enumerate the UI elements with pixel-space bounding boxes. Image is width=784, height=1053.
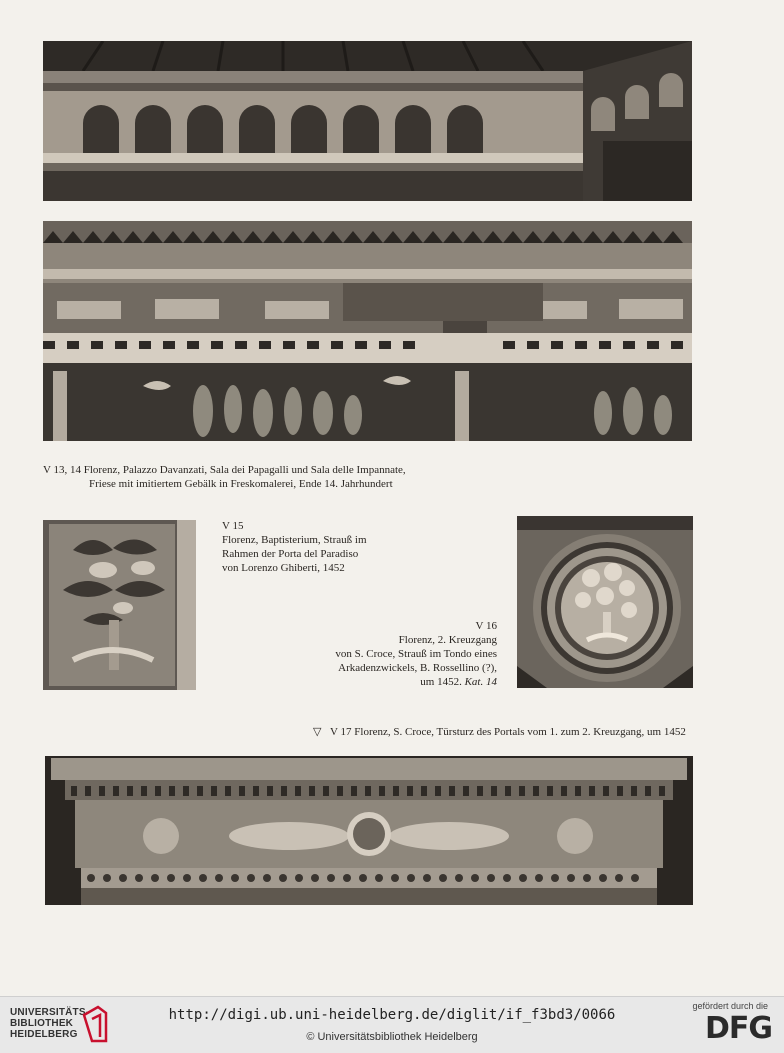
page-url-link[interactable]: http://digi.ub.uni-heidelberg.de/diglit/if_f3bd3/0066 — [168, 1007, 616, 1023]
caption-v16-line1: V 16 — [475, 620, 497, 632]
ub-logo-line3: HEIDELBERG — [10, 1029, 78, 1040]
caption-v16-line5 — [290, 675, 497, 689]
funded-by-label: gefördert durch die — [692, 1001, 768, 1011]
caption-v15-line3: Rahmen der Porta del Paradiso — [222, 548, 359, 560]
caption-v16-line3: von S. Croce, Strauß im Tondo eines — [335, 648, 497, 660]
caption-v17-marker: ▽ — [313, 726, 322, 738]
dfg-logo: DFG — [704, 1011, 772, 1046]
caption-v16 — [290, 619, 497, 689]
caption-v13-v14 — [43, 463, 692, 491]
ub-logo-line2: BIBLIOTHEK — [10, 1018, 74, 1029]
caption-v15 — [222, 519, 452, 575]
caption-v17 — [313, 725, 703, 739]
caption-v13-line1: V 13, 14 Florenz, Palazzo Davanzati, Sala dei Papagalli und Sala delle Impannate, — [43, 464, 406, 476]
photo-v14-fresco-frieze — [43, 221, 692, 441]
ub-logo-line1: UNIVERSITÄTS- — [10, 1007, 90, 1018]
caption-v13-line2: Friese mit imitiertem Gebälk in Freskomalerei, Ende 14. Jahrhundert — [89, 478, 393, 490]
photo-v16-tondo-bouquet — [517, 516, 693, 688]
caption-v16-date: um 1452. — [420, 676, 462, 688]
footer-bar — [0, 996, 784, 1053]
caption-v16-line4: Arkadenzwickels, B. Rossellino (?), — [338, 662, 497, 674]
photo-v17-portal-lintel — [45, 756, 693, 905]
copyright-notice: © Universitätsbibliothek Heidelberg — [306, 1031, 478, 1043]
caption-v15-line1: V 15 — [222, 520, 244, 532]
caption-v15-line4: von Lorenzo Ghiberti, 1452 — [222, 562, 345, 574]
photo-v13-ceiling-frieze — [43, 41, 692, 201]
caption-v16-catalog-ref: Kat. 14 — [464, 676, 497, 688]
caption-v15-line2: Florenz, Baptisterium, Strauß im — [222, 534, 367, 546]
caption-v17-text: V 17 Florenz, S. Croce, Türsturz des Portals vom 1. zum 2. Kreuzgang, um 1452 — [330, 726, 686, 738]
caption-v16-line2: Florenz, 2. Kreuzgang — [398, 634, 497, 646]
photo-v15-ghiberti-bouquet — [43, 520, 196, 690]
